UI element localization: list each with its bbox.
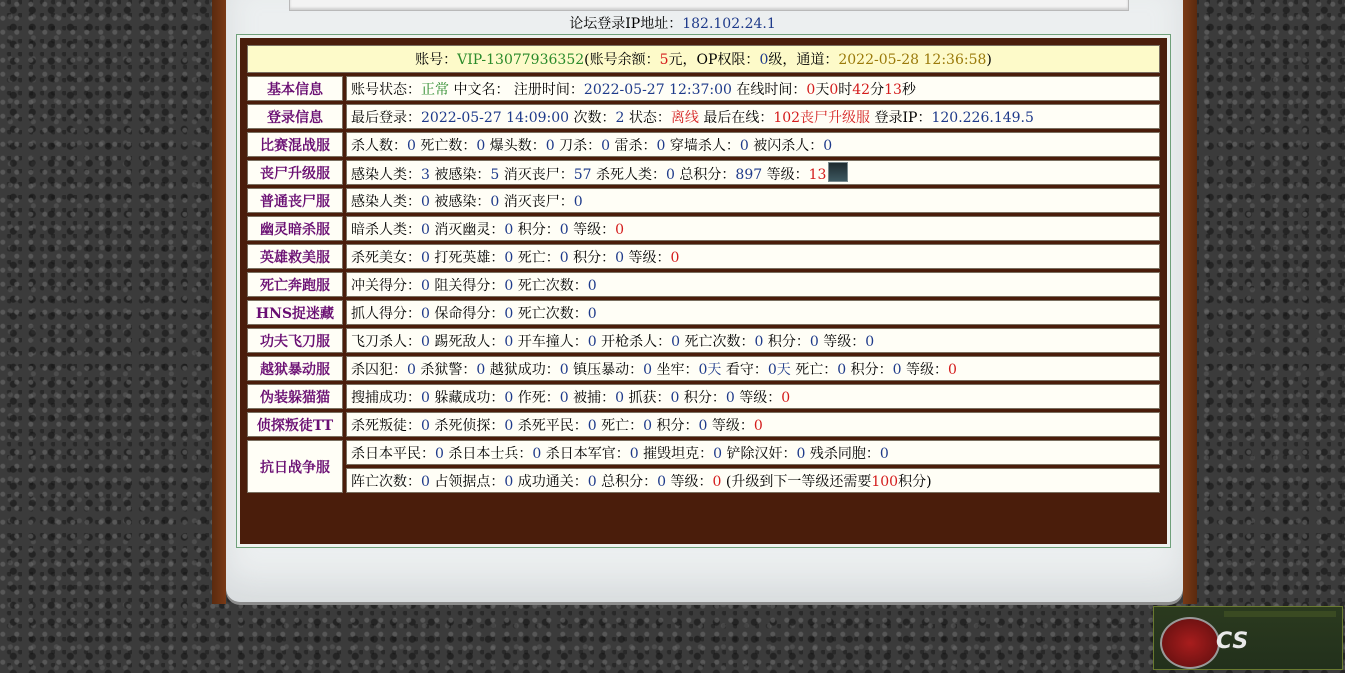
stat-value: 0: [671, 333, 681, 350]
login-state-value: 离线: [670, 109, 699, 126]
stat-value: 0: [643, 361, 653, 378]
reg-time-label: 注册时间：: [513, 81, 584, 98]
stats-row-ghost: [247, 216, 1160, 241]
online-minutes-unit: 分: [870, 81, 885, 98]
login-count-label: 次数：: [573, 109, 616, 126]
login-ip-value: 120.226.149.5: [931, 109, 1034, 126]
stat-value: 13: [808, 166, 827, 183]
stat-value: 57: [573, 166, 592, 183]
stat-label: 雷杀：: [614, 137, 657, 154]
stats-row-ttt: [247, 412, 1160, 437]
stat-value: 0: [559, 249, 569, 266]
stat-values: [346, 468, 1160, 493]
stat-field-group: [351, 474, 721, 490]
stat-value: 0: [421, 277, 430, 294]
stat-values: [346, 328, 1160, 353]
stat-value: 0: [421, 193, 430, 210]
stat-label: 开车撞人：: [517, 333, 588, 350]
stat-label: 等级：: [670, 473, 713, 490]
stat-label: 死亡次数：: [517, 277, 588, 294]
stat-label: 杀日本军官：: [545, 445, 630, 462]
stats-row-mix: [247, 132, 1160, 157]
stat-value: 0: [435, 445, 444, 462]
online-hours: 0: [829, 81, 839, 98]
player-stats-table: [244, 42, 1163, 496]
stats-row-hide: [247, 384, 1160, 409]
stat-label: 积分：: [573, 249, 616, 266]
stats-row-hero: [247, 244, 1160, 269]
stat-label: 穿墙杀人：: [669, 137, 740, 154]
stat-label: 抓获：: [628, 389, 671, 406]
row-label: 越狱暴动服: [247, 356, 343, 381]
row-label: 基本信息: [247, 76, 343, 101]
stat-value: 0天: [698, 361, 722, 378]
stats-row-war-2: [247, 468, 1160, 493]
stat-value: 0: [504, 417, 514, 434]
stat-value: 0: [559, 361, 569, 378]
stat-value: 0: [407, 137, 416, 154]
row-label: 死亡奔跑服: [247, 272, 343, 297]
stat-value: 0: [754, 333, 764, 350]
ip-label: 论坛登录IP地址：: [569, 16, 683, 32]
stat-value: 0: [587, 473, 597, 490]
stat-values: [346, 440, 1160, 465]
row-label: 英雄救美服: [247, 244, 343, 269]
row-label: 登录信息: [247, 104, 343, 129]
stat-value: 0: [490, 193, 500, 210]
online-seconds: 13: [884, 81, 902, 98]
op-label: OP权限：: [696, 52, 760, 68]
stats-row-zombie-normal: [247, 188, 1160, 213]
stat-value: 0: [421, 473, 430, 490]
stat-label: 杀死人类：: [596, 166, 667, 183]
row-label: HNS捉迷藏: [247, 300, 343, 325]
stat-label: 消灭幽灵：: [434, 221, 505, 238]
stat-value: 3: [421, 166, 430, 183]
stat-value: 5: [490, 166, 500, 183]
stat-value: 0: [615, 221, 625, 238]
op-level: 0: [759, 52, 769, 68]
stat-value: 0: [421, 417, 430, 434]
stat-value: 0: [476, 137, 486, 154]
stat-label: 杀死叛徒：: [351, 417, 421, 434]
online-time-label: 在线时间：: [736, 81, 807, 98]
stat-label: 消灭丧尸：: [503, 166, 574, 183]
stats-row-war-1: [247, 440, 1160, 465]
stat-label: 摧毁坦克：: [643, 445, 714, 462]
login-state-label: 状态：: [628, 109, 671, 126]
stat-label: 积分：: [683, 389, 726, 406]
stat-label: 杀狱警：: [420, 361, 477, 378]
balance-value: 5: [659, 52, 669, 68]
stat-label: 被捕：: [573, 389, 616, 406]
stat-label: 踢死敌人：: [434, 333, 505, 350]
stat-label: 飞刀杀人：: [351, 333, 421, 350]
stat-value: 0: [712, 473, 722, 490]
stat-value: 0天: [767, 361, 791, 378]
stat-label: 感染人类：: [351, 193, 421, 210]
stat-label: 等级：: [766, 166, 809, 183]
stat-value: 0: [504, 221, 514, 238]
login-count-value: 2: [615, 109, 625, 126]
stat-value: 0: [504, 333, 514, 350]
stat-values: [346, 384, 1160, 409]
stat-value: 0: [421, 305, 430, 322]
upgrade-points: 100: [871, 473, 899, 490]
stat-label: 积分：: [517, 221, 560, 238]
stat-values: [346, 412, 1160, 437]
account-header: [247, 45, 1160, 73]
forum-login-ip-line: [0, 13, 1345, 33]
stat-label: 杀死美女：: [351, 249, 421, 266]
last-online-label: 最后在线：: [703, 109, 774, 126]
stat-value: 0: [504, 277, 514, 294]
stat-label: 刀杀：: [559, 137, 602, 154]
online-days-unit: 天: [815, 81, 830, 98]
stats-table-frame: [236, 34, 1171, 548]
stat-label: 冲关得分：: [351, 277, 421, 294]
stat-label: 杀囚犯：: [351, 361, 407, 378]
stat-values: [346, 132, 1160, 157]
stat-label: 等级：: [628, 249, 671, 266]
online-minutes: 42: [852, 81, 871, 98]
balance-label: (账号余额：: [584, 52, 660, 68]
stat-label: 占领据点：: [434, 473, 505, 490]
stat-label: 消灭丧尸：: [503, 193, 574, 210]
stat-values: [346, 160, 1160, 185]
logo-text-graphic: CS: [1216, 629, 1250, 654]
account-label: 账号：: [415, 52, 458, 68]
logo-emblem-icon: [1160, 617, 1220, 669]
stat-value: 0: [532, 445, 542, 462]
status-value: 正常: [421, 81, 449, 98]
stat-value: 0: [476, 361, 486, 378]
stat-values: [346, 272, 1160, 297]
stat-label: 被闪杀人：: [753, 137, 824, 154]
stat-value: 0: [879, 445, 889, 462]
stat-value: 0: [545, 137, 555, 154]
stat-label: 爆头数：: [489, 137, 546, 154]
stat-value: 0: [739, 137, 749, 154]
stat-values: [346, 244, 1160, 269]
stat-value: 0: [421, 389, 430, 406]
account-row: [247, 45, 1160, 73]
last-login-value: 2022-05-27 14:09:00: [421, 109, 570, 126]
frame-left-border: [212, 0, 226, 604]
stat-label: 杀日本平民：: [351, 445, 435, 462]
stat-value: 0: [670, 249, 680, 266]
stat-value: 897: [735, 166, 763, 183]
stat-value: 0: [629, 445, 639, 462]
stat-values: [346, 216, 1160, 241]
stat-value: 0: [713, 445, 723, 462]
basic-info-values: [346, 76, 1160, 101]
stats-row-jail: [247, 356, 1160, 381]
logo-strip: [1224, 611, 1336, 617]
stat-value: 0: [504, 389, 514, 406]
stat-label: 暗杀人类：: [351, 221, 421, 238]
stat-value: 0: [666, 166, 675, 183]
row-label: 伪装躲猫猫: [247, 384, 343, 409]
basic-info-row: [247, 76, 1160, 101]
channel-time: 2022-05-28 12:36:58: [838, 52, 987, 68]
stat-value: 0: [865, 333, 875, 350]
stat-value: 0: [407, 361, 416, 378]
op-unit: 级，: [768, 52, 797, 68]
stat-label: 总积分：: [601, 473, 658, 490]
account-close-paren: ): [986, 52, 992, 68]
stat-label: 死亡：: [795, 361, 838, 378]
row-label: 丧尸升级服: [247, 160, 343, 185]
stat-label: 躲藏成功：: [434, 389, 505, 406]
stat-value: 0: [504, 305, 514, 322]
stat-values: [346, 300, 1160, 325]
top-bar-field: [289, 0, 1129, 11]
stat-label: 被感染：: [434, 166, 491, 183]
stat-value: 0: [587, 277, 597, 294]
stat-value: 0: [796, 445, 806, 462]
stat-label: 越狱成功：: [489, 361, 560, 378]
stat-label: 杀死侦探：: [434, 417, 505, 434]
stat-label: 等级：: [711, 417, 754, 434]
stat-value: 0: [657, 473, 667, 490]
stat-label: 死亡数：: [420, 137, 477, 154]
stat-label: 镇压暴动：: [573, 361, 644, 378]
online-days: 0: [806, 81, 816, 98]
login-ip-label: 登录IP：: [874, 109, 932, 126]
stat-label: 抓人得分：: [351, 305, 421, 322]
stat-label: 总积分：: [679, 166, 736, 183]
frame-right-border: [1183, 0, 1197, 604]
stat-value: 0: [948, 361, 957, 378]
last-login-label: 最后登录：: [351, 109, 421, 126]
stat-label: 搜捕成功：: [351, 389, 421, 406]
stat-value: 0: [892, 361, 902, 378]
stat-values: [346, 356, 1160, 381]
stat-value: 0: [781, 389, 791, 406]
stat-value: 0: [559, 221, 569, 238]
stat-value: 0: [421, 221, 430, 238]
stat-value: 0: [698, 417, 708, 434]
stat-value: 0: [670, 389, 680, 406]
stat-value: 0: [504, 473, 514, 490]
stat-value: 0: [837, 361, 847, 378]
row-label: 比赛混战服: [247, 132, 343, 157]
online-hours-unit: 时: [838, 81, 853, 98]
status-label: 账号状态：: [351, 81, 421, 98]
channel-label: 通道：: [796, 52, 839, 68]
stat-value: 0: [615, 389, 625, 406]
row-label: 幽灵暗杀服: [247, 216, 343, 241]
row-label: 抗日战争服: [247, 440, 343, 493]
stat-value: 0: [573, 193, 583, 210]
stat-value: 0: [615, 249, 625, 266]
stats-row-zombie-upgrade: [247, 160, 1160, 185]
stat-label: 保命得分：: [434, 305, 505, 322]
stat-value: 0: [753, 417, 763, 434]
stat-label: 杀人数：: [351, 137, 407, 154]
stat-value: 0: [656, 137, 666, 154]
stat-field-group: [351, 167, 826, 183]
stats-table-border: [240, 38, 1167, 544]
stat-label: 杀死平民：: [517, 417, 588, 434]
stat-label: 死亡次数：: [684, 333, 755, 350]
stat-value: 0: [587, 305, 597, 322]
balance-unit: 元，: [668, 52, 697, 68]
row-label: 普通丧尸服: [247, 188, 343, 213]
stat-label: 死亡：: [601, 417, 644, 434]
stat-label: 死亡次数：: [517, 305, 588, 322]
login-info-row: [247, 104, 1160, 129]
stat-label: 铲除汉奸：: [726, 445, 797, 462]
stat-label: 阻关得分：: [434, 277, 505, 294]
stat-label: 等级：: [739, 389, 782, 406]
stat-label: 打死英雄：: [434, 249, 505, 266]
stat-value: 0: [559, 389, 569, 406]
stat-label: 作死：: [517, 389, 560, 406]
stat-value: 0: [587, 417, 597, 434]
stat-value: 0: [504, 249, 514, 266]
stats-row-kungfu: [247, 328, 1160, 353]
stat-label: 感染人类：: [351, 166, 421, 183]
stat-values: [346, 188, 1160, 213]
stat-label: 看守：: [725, 361, 768, 378]
stat-label: 被感染：: [434, 193, 491, 210]
stat-label: 等级：: [823, 333, 866, 350]
stat-label: 残杀同胞：: [809, 445, 880, 462]
stat-label: 积分：: [656, 417, 699, 434]
stat-value: 0: [643, 417, 653, 434]
row-label: 侦探叛徒TT: [247, 412, 343, 437]
stat-label: 成功通关：: [517, 473, 588, 490]
stat-label: 开枪杀人：: [601, 333, 672, 350]
row-label: 功夫飞刀服: [247, 328, 343, 353]
stat-value: 0: [725, 389, 735, 406]
stats-row-hns: [247, 300, 1160, 325]
stat-label: 死亡：: [517, 249, 560, 266]
stat-label: 积分：: [850, 361, 893, 378]
login-info-values: [346, 104, 1160, 129]
stat-label: 坐牢：: [656, 361, 699, 378]
online-seconds-unit: 秒: [901, 81, 916, 98]
stat-label: 等级：: [906, 361, 948, 378]
stat-value: 0: [601, 137, 611, 154]
upgrade-hint-suffix: 积分): [898, 473, 932, 490]
stat-label: 等级：: [573, 221, 616, 238]
stats-row-deathrun: [247, 272, 1160, 297]
upgrade-hint-prefix: (升级到下一等级还需要: [725, 473, 872, 490]
ip-value: 182.102.24.1: [682, 16, 776, 32]
stat-label: 阵亡次数：: [351, 473, 421, 490]
stat-label: 积分：: [767, 333, 810, 350]
stat-value: 0: [809, 333, 819, 350]
stat-value: 0: [587, 333, 597, 350]
stat-value: 0: [421, 333, 430, 350]
reg-time-value: 2022-05-27 12:37:00: [583, 81, 732, 98]
stat-value: 0: [421, 249, 430, 266]
stat-label: 杀日本士兵：: [448, 445, 533, 462]
account-id: VIP-13077936352: [457, 52, 585, 68]
cn-name-label: 中文名：: [453, 81, 510, 98]
last-online-value: 102丧尸升级服: [773, 109, 871, 126]
site-logo[interactable]: [1153, 606, 1343, 670]
player-avatar-icon: [828, 162, 848, 182]
stat-value: 0: [823, 137, 833, 154]
